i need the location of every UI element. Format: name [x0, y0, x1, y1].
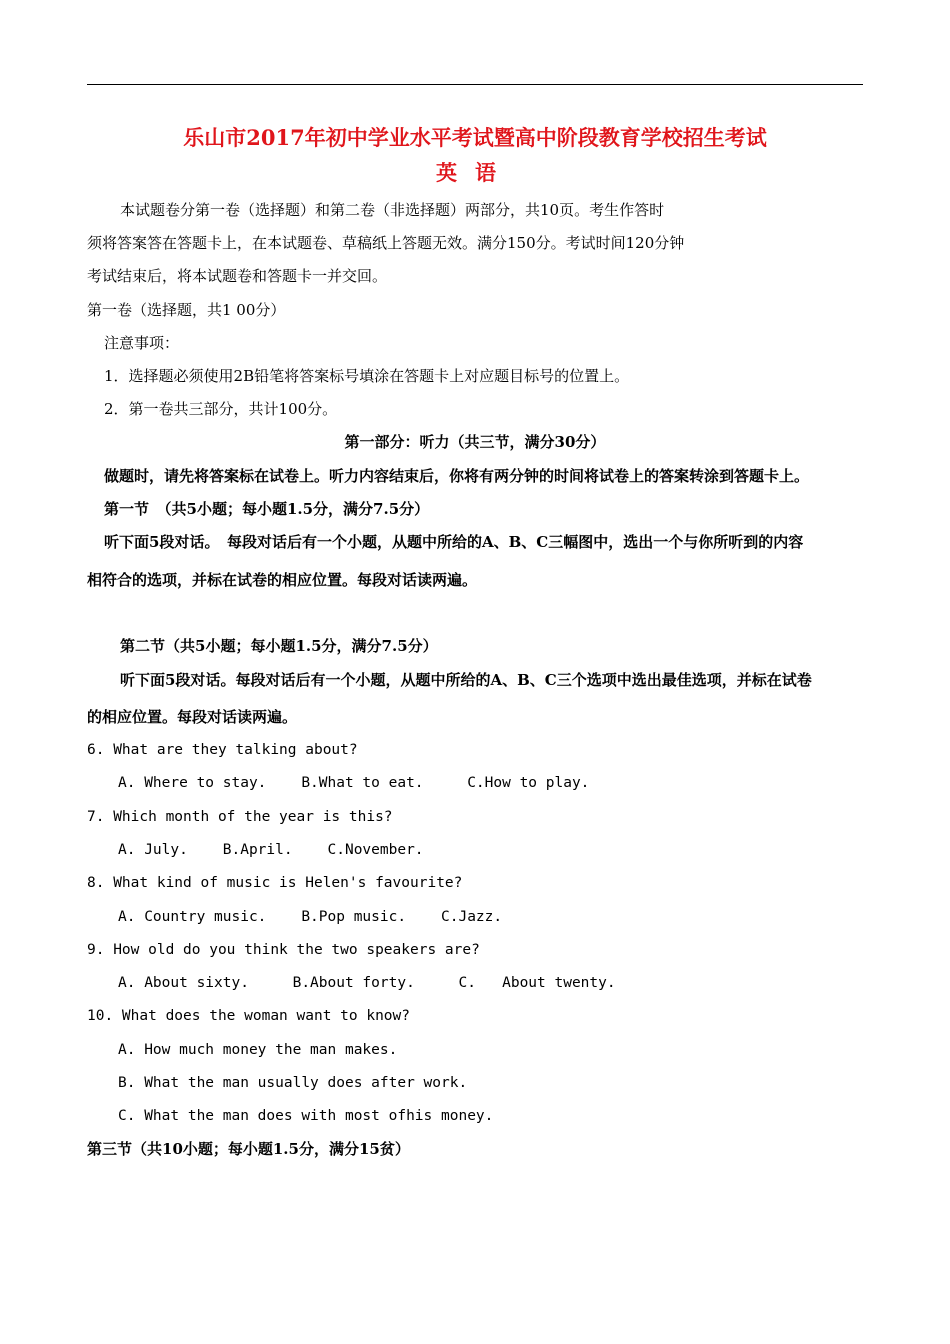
- part1-instruction: 做题时，请先将答案标在试卷上。听力内容结束后，你将有两分钟的时间将试卷上的答案转涂到答题卡上。: [104, 467, 810, 485]
- notes-heading: 注意事项：: [104, 334, 180, 352]
- question-8-options: A. Country music. B.Pop music. C.Jazz.: [118, 909, 503, 925]
- question-10-option-b: B. What the man usually does after work.: [118, 1075, 468, 1091]
- section2-instruction-2: 的相应位置。每段对话读两遍。: [87, 708, 298, 726]
- question-6: 6. What are they talking about?: [87, 742, 358, 758]
- question-10: 10. What does the woman want to know?: [87, 1008, 411, 1024]
- exam-subject: 英语: [436, 160, 514, 185]
- section1-instruction-1: 听下面5段对话。 每段对话后有一个小题，从题中所给的A、B、C三幅图中，选出一个与你所听到的内容: [104, 533, 804, 551]
- question-9: 9. How old do you think the two speakers are?: [87, 942, 480, 958]
- intro-line-3: 考试结束后，将本试题卷和答题卡一并交回。: [87, 267, 388, 285]
- note-item-1: 1．选择题必须使用2B铅笔将答案标号填涂在答题卡上对应题目标号的位置上。: [104, 367, 630, 385]
- question-7: 7. Which month of the year is this?: [87, 809, 393, 825]
- note-item-2: 2．第一卷共三部分，共计100分。: [104, 400, 338, 418]
- intro-line-1: 本试题卷分第一卷（选择题）和第二卷（非选择题）两部分，共10页。考生作答时: [120, 201, 665, 219]
- question-10-option-c: C. What the man does with most ofhis money.: [118, 1108, 494, 1124]
- exam-title: 乐山市2017年初中学业水平考试暨高中阶段教育学校招生考试: [183, 125, 767, 150]
- part1-heading: 第一部分：听力（共三节，满分30分）: [344, 433, 606, 451]
- section1-heading: 第一节 （共5小题；每小题1.5分，满分7.5分）: [104, 500, 430, 518]
- intro-line-2: 须将答案答在答题卡上，在本试题卷、草稿纸上答题无效。满分150分。考试时间120分钟: [87, 234, 685, 252]
- top-rule: [87, 84, 863, 85]
- question-10-option-a: A. How much money the man makes.: [118, 1042, 398, 1058]
- section3-heading: 第三节（共10小题；每小题1.5分，满分15贫）: [87, 1140, 410, 1158]
- question-9-options: A. About sixty. B.About forty. C. About twenty.: [118, 975, 616, 991]
- volume1-heading: 第一卷（选择题，共1 00分）: [87, 301, 286, 319]
- section2-heading: 第二节（共5小题；每小题1.5分，满分7.5分）: [120, 637, 438, 655]
- question-6-options: A. Where to stay. B.What to eat. C.How to play.: [118, 775, 590, 791]
- section2-instruction-1: 听下面5段对话。每段对话后有一个小题，从题中所给的A、B、C三个选项中选出最佳选项，并标在试卷: [120, 671, 812, 689]
- section1-instruction-2: 相符合的选项，并标在试卷的相应位置。每段对话读两遍。: [87, 571, 478, 589]
- question-7-options: A. July. B.April. C.November.: [118, 842, 424, 858]
- question-8: 8. What kind of music is Helen's favourite?: [87, 875, 463, 891]
